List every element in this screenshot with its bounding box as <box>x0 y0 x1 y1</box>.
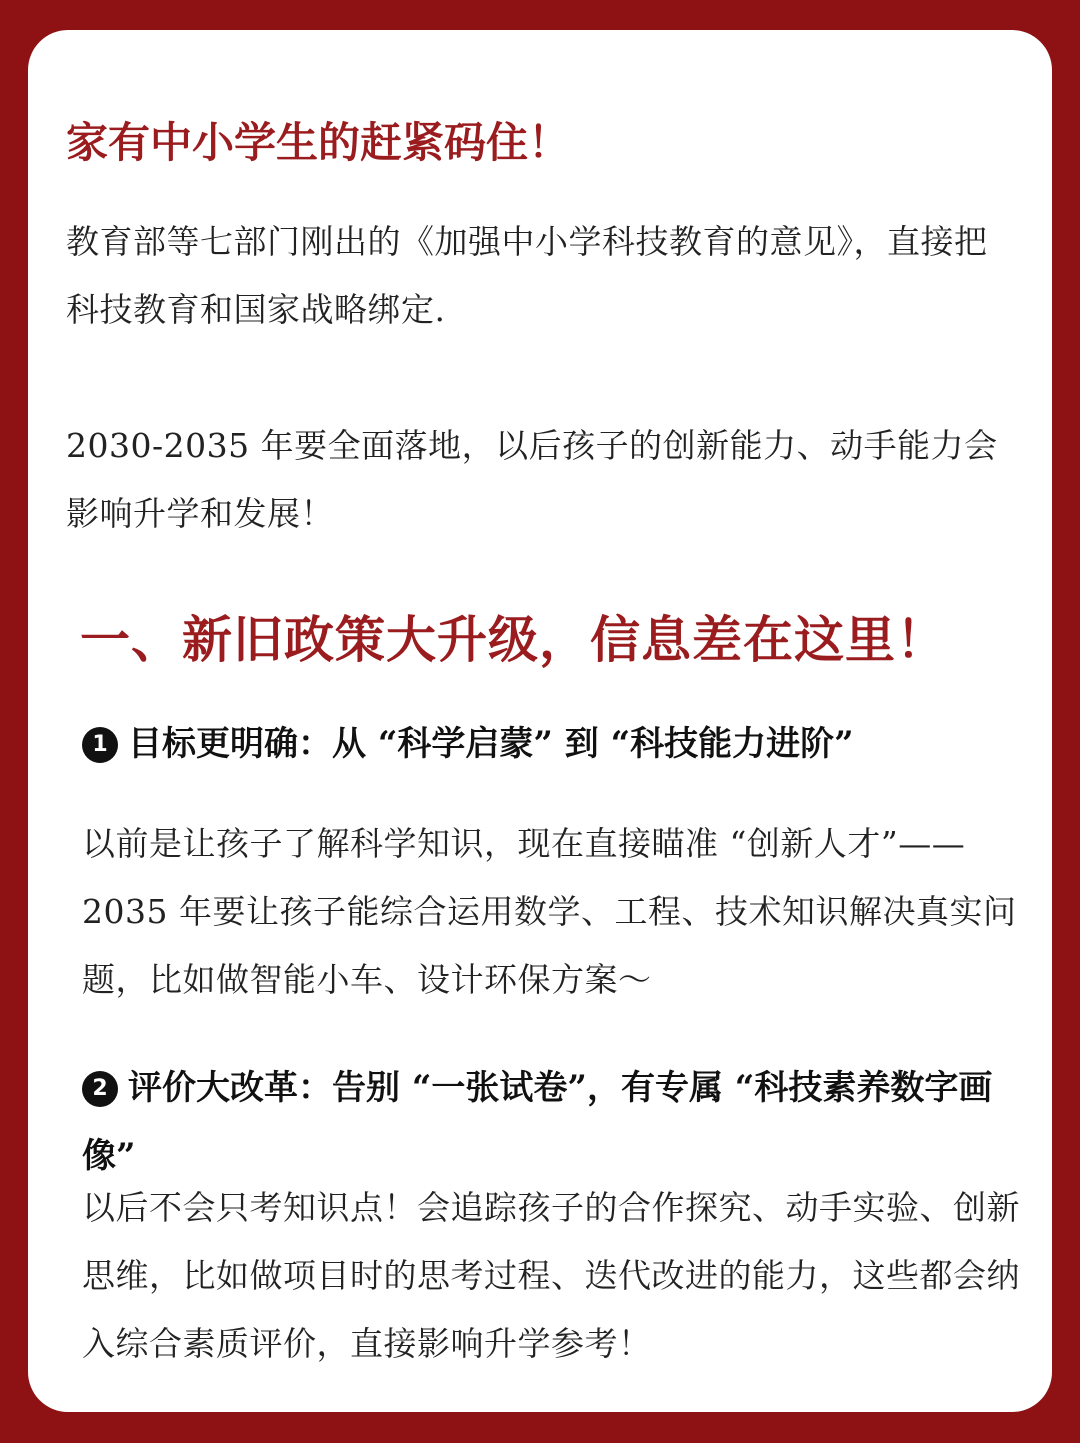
number-badge-2: 2 <box>82 1071 118 1107</box>
section-title: 一、新旧政策大升级，信息差在这里！ <box>80 610 947 669</box>
point-title-2-text: 评价大改革：告别 “一张试卷”，有专属 “科技素养数字画像” <box>82 1068 993 1176</box>
number-badge-1: 1 <box>82 727 118 763</box>
point-title-2 <box>82 1054 1032 1190</box>
intro-paragraph-1: 教育部等七部门刚出的《加强中小学科技教育的意见》，直接把科技教育和国家战略绑定. <box>66 222 988 329</box>
point-body-1: 以前是让孩子了解科学知识，现在直接瞄准 “创新人才”——2035 年要让孩子能综合运用数学、工程、技术知识解决真实问题，比如做智能小车、设计环保方案～ <box>82 824 1017 999</box>
headline: 家有中小学生的赶紧码住！ <box>66 118 571 167</box>
content-card <box>28 30 1052 1412</box>
point-title-1 <box>82 710 1032 778</box>
point-title-1-text: 目标更明确：从 “科学启蒙” 到 “科技能力进阶” <box>128 724 854 764</box>
point-body-2: 以后不会只考知识点！会追踪孩子的合作探究、动手实验、创新思维，比如做项目时的思考过程、迭代改进的能力，这些都会纳入综合素质评价，直接影响升学参考！ <box>82 1188 1020 1363</box>
intro-paragraph-2: 2030-2035 年要全面落地，以后孩子的创新能力、动手能力会影响升学和发展！ <box>66 426 998 533</box>
